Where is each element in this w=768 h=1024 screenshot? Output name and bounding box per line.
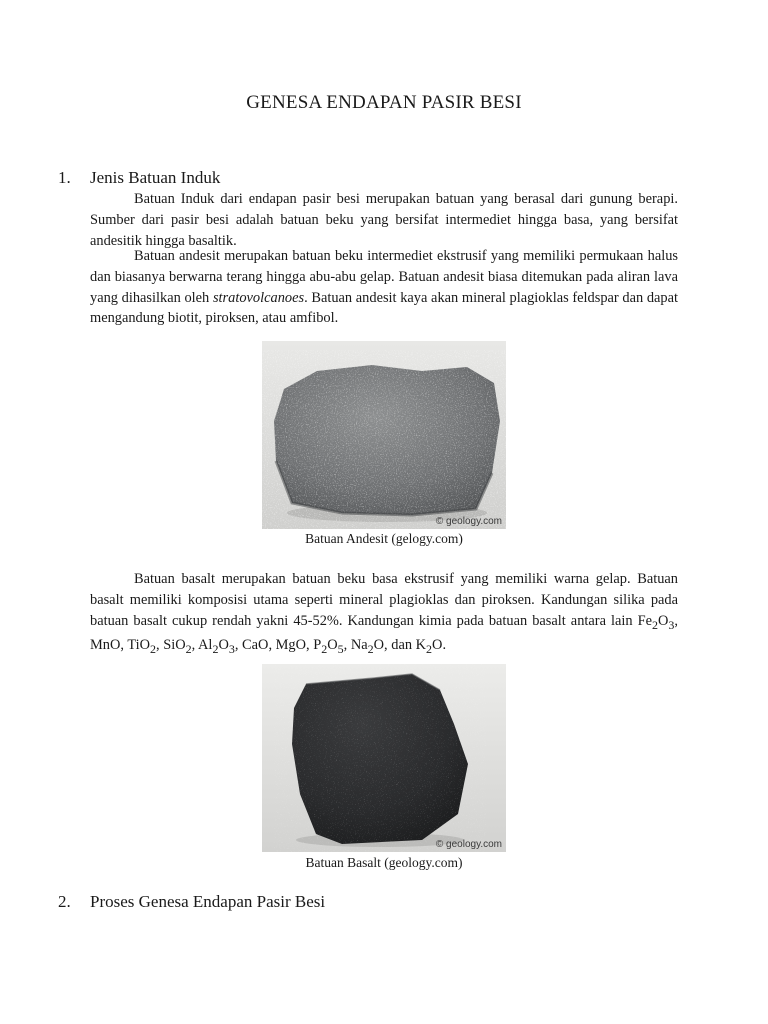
paragraph-andesit-text-2: . Batuan andesit kaya akan mineral plagioklas feldspar dan dapat mengandung biotit, piroksen, atau amfibol. bbox=[90, 289, 678, 327]
paragraph-andesit-text-1: Batuan andesit merupakan batuan beku intermediet ekstrusif yang memiliki permukaan halus dan biasanya berwarna terang hingga abu-abu gelap. Batuan andesit biasa ditemukan pada aliran lava yang dihasilkan oleh bbox=[90, 248, 678, 306]
section-2-heading bbox=[58, 892, 325, 912]
section-1-heading bbox=[58, 168, 220, 188]
formula-k2o: $K_2O$ bbox=[415, 637, 443, 657]
section-1-number: 1. bbox=[58, 168, 71, 187]
formula-tio2: TiO$_2$ bbox=[127, 637, 157, 657]
basalt-rock-image bbox=[262, 664, 506, 852]
formula-sio2: SiO$_2$ bbox=[163, 637, 192, 657]
document-title: GENESA ENDAPAN PASIR BESI bbox=[246, 92, 522, 113]
formula-na2o: $Na_2O$ bbox=[350, 637, 385, 657]
andesite-watermark: © geology.com bbox=[435, 516, 502, 527]
andesite-caption: Batuan Andesit (gelogy.com) bbox=[305, 531, 463, 546]
conjunction-dan: dan bbox=[391, 637, 413, 654]
basalt-watermark: © geology.com bbox=[435, 839, 502, 850]
paragraph-batuan-induk-text: Batuan Induk dari endapan pasir besi merupakan batuan yang berasal dari gunung berapi. Sumber dari pasir besi adalah batuan beku yang bersifat intermediet hingga basa, yang bersifat andesitik hingga basaltik. bbox=[90, 191, 678, 249]
formula-mgo: MgO bbox=[275, 637, 307, 654]
formula-mno: MnO bbox=[90, 637, 121, 654]
formula-cao: CaO bbox=[242, 637, 269, 654]
paragraph-basalt: Batuan basalt merupakan batuan beku basa ekstrusif yang memiliki warna gelap. Batuan basalt memiliki komposisi utama seperti mineral plagioklas dan piroksen. Kandungan silika pada batuan basalt cukup rendah yakni 45-52%. Kandungan kimia pada batuan basalt antara lain $Fe_2O_3$, MnO, TiO$_2$, SiO$_2$, $Al_2O_3$, CaO, MgO, $P_2O_5$, $Na_2O$, dan $K_2O$. bbox=[90, 571, 678, 657]
formula-fe2o3: $Fe_2O_3$ bbox=[637, 612, 675, 632]
paragraph-batuan-induk bbox=[90, 189, 678, 251]
basalt-figure bbox=[262, 664, 506, 852]
paragraph-andesit bbox=[90, 246, 678, 329]
paragraph-basalt-text: Batuan basalt merupakan batuan beku basa ekstrusif yang memiliki warna gelap. Batuan basalt memiliki komposisi utama seperti mineral plagioklas dan piroksen. Kandungan silika pada batuan basalt cukup rendah yakni 45-52%. Kandungan kimia pada batuan basalt antara lain bbox=[90, 571, 678, 629]
formula-p2o5: $P_2O_5$ bbox=[313, 637, 344, 657]
section-2-title: Proses Genesa Endapan Pasir Besi bbox=[90, 892, 326, 911]
basalt-caption: Batuan Basalt (geology.com) bbox=[305, 855, 463, 870]
andesite-rock-image bbox=[262, 341, 506, 529]
section-2-number: 2. bbox=[58, 892, 71, 911]
andesite-figure bbox=[262, 341, 506, 529]
formula-al2o3: $Al_2O_3$ bbox=[198, 637, 235, 657]
section-1-title: Jenis Batuan Induk bbox=[90, 168, 221, 187]
paragraph-andesit-italic: stratovolcanoes bbox=[212, 289, 305, 306]
